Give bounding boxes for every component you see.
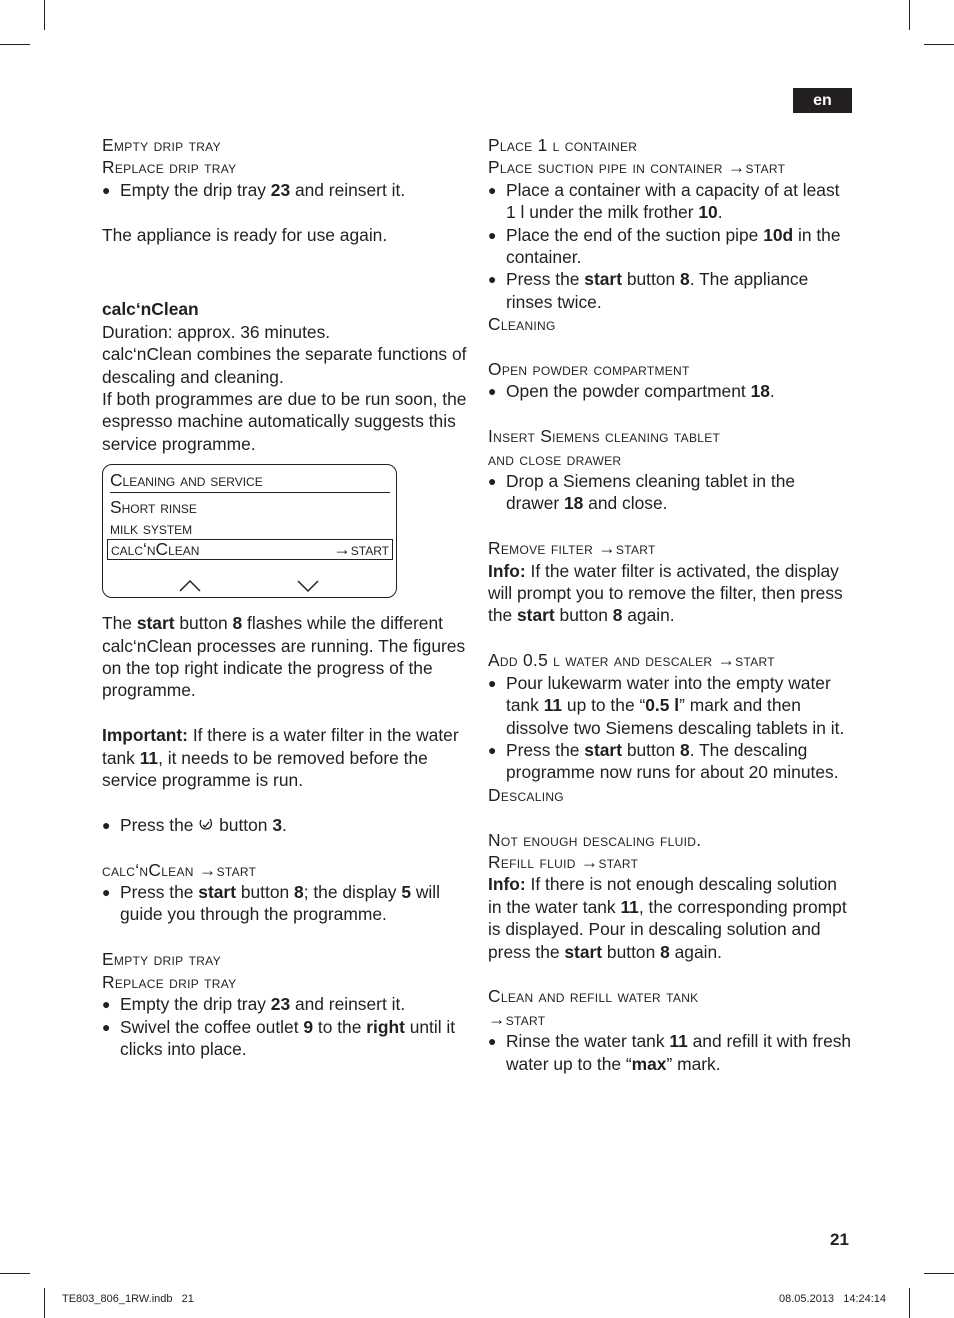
display-message: calc‘nClean →start (102, 859, 257, 880)
chevron-up-icon (178, 579, 202, 593)
display-message: Not enough descaling fluid. (488, 829, 702, 850)
bullet-item: ● Place the end of the suction pipe 10d in the container. (488, 224, 852, 269)
bullet-item: ● Place a container with a capacity of at least 1 l under the milk frother 10. (488, 179, 852, 224)
bullet-item: ● Press the start button 8; the display 5 will guide you through the programme. (102, 881, 468, 926)
page-number: 21 (830, 1230, 849, 1249)
bullet-item: ● Open the powder compartment 18. (488, 380, 852, 402)
display-message: Descaling (488, 784, 564, 805)
footer-file: TE803_806_1RW.indb 21 (62, 1293, 194, 1305)
display-message: Place 1 l container (488, 135, 638, 155)
display-line: Cleaning and service (110, 470, 390, 493)
crop-mark (0, 1273, 30, 1274)
crop-mark (44, 1288, 45, 1318)
bullet-item: ● Press the button 3. (102, 814, 468, 836)
footer-date: 08.05.2013 14:24:14 (779, 1293, 887, 1305)
right-column (488, 134, 852, 1075)
bullet-item: ● Empty the drip tray 23 and reinsert it. (102, 993, 468, 1015)
info-paragraph: Info: If the water filter is activated, the display will prompt you to remove the filter, then press the start button 8 again. (488, 560, 843, 626)
bullet-item: ● Press the start button 8. The appliance rinses twice. (488, 268, 852, 313)
paragraph: The start button 8 flashes while the different calc‘nClean processes are running. The figures on the top right indicate the progress of the programme. (102, 613, 466, 701)
crop-mark (909, 1288, 910, 1318)
display-line: Short rinse (110, 497, 197, 518)
bullet-item: ● Press the start button 8. The descaling programme now runs for about 20 minutes. (488, 739, 852, 784)
bullet-item: ● Swivel the coffee outlet 9 to the right until it clicks into place. (102, 1016, 468, 1061)
crop-mark (909, 0, 910, 30)
display-message: Replace drip tray (102, 157, 237, 178)
bullet-item: ● Drop a Siemens cleaning tablet in the drawer 18 and close. (488, 470, 852, 515)
section-title: calc‘nClean (102, 299, 199, 320)
info-paragraph: Info: If there is not enough descaling solution in the water tank 11, the corresponding prompt is displayed. Pour in descaling solution and press the start button 8 again. (488, 874, 847, 962)
language-badge: en (793, 88, 852, 113)
display-message: Insert Siemens cleaning tablet (488, 426, 721, 447)
bullet-item: ● Empty the drip tray 23 and reinsert it. (102, 179, 468, 201)
display-message: Place suction pipe in container →start (488, 157, 786, 178)
bullet-item: ● Pour lukewarm water into the empty water tank 11 up to the “0.5 l” mark and then dissolve two Siemens descaling tablets in it. (488, 672, 852, 739)
display-illustration (102, 464, 397, 598)
display-line: milk system (110, 518, 193, 539)
crop-mark (44, 0, 45, 30)
display-message: Cleaning (488, 314, 556, 335)
display-line-selected: calc‘nClean →start (107, 539, 393, 560)
display-message: Empty drip tray (102, 135, 221, 155)
paragraph: Important: If there is a water filter in the water tank 11, it needs to be removed before the service programme is run. (102, 725, 459, 791)
display-message: Remove filter →start (488, 538, 656, 559)
paragraph: The appliance is ready for use again. (102, 224, 388, 245)
paragraph: If both programmes are due to be run soon, the espresso machine automatically suggests this service programme. (102, 389, 467, 454)
display-message: and close drawer (488, 448, 622, 469)
display-message: Empty drip tray (102, 949, 221, 970)
service-icon (198, 816, 214, 832)
crop-mark (924, 44, 954, 45)
bullet-item: ● Rinse the water tank 11 and refill it with fresh water up to the “max” mark. (488, 1030, 852, 1075)
left-column (102, 134, 468, 1060)
crop-mark (924, 1273, 954, 1274)
display-message: Clean and refill water tank (488, 986, 699, 1007)
display-message: Refill fluid →start (488, 851, 639, 872)
display-message: →start (488, 1008, 546, 1029)
display-message: Replace drip tray (102, 971, 237, 992)
paragraph: Duration: approx. 36 minutes. (102, 321, 331, 342)
chevron-down-icon (296, 579, 320, 593)
paragraph: calc‘nClean combines the separate functions of descaling and cleaning. (102, 344, 467, 387)
crop-mark (0, 44, 30, 45)
display-message: Open powder compartment (488, 359, 690, 380)
display-message: Add 0.5 l water and descaler →start (488, 650, 775, 671)
